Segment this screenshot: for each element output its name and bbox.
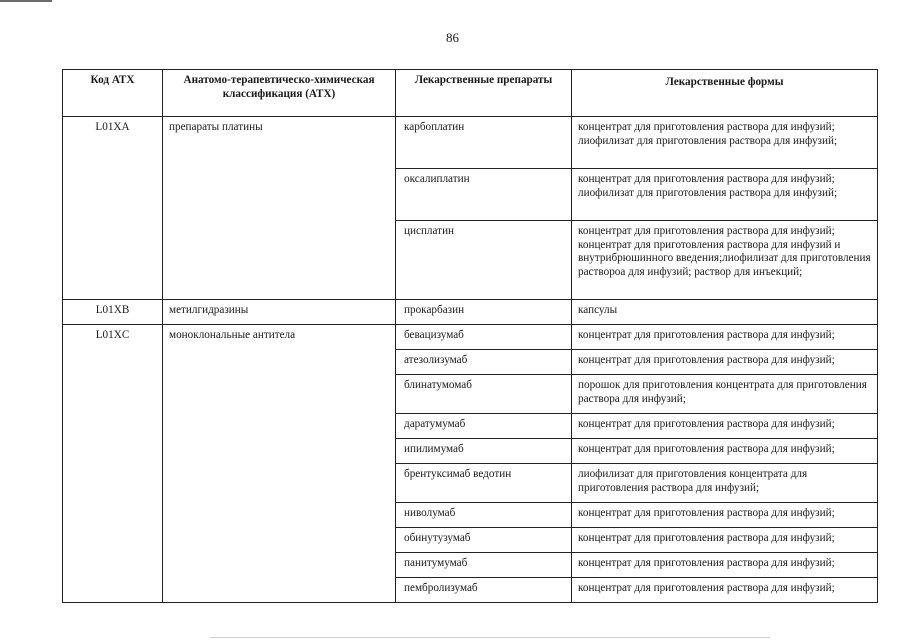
- drug-name: даратумумаб: [396, 414, 572, 439]
- atx-classification: моноклональные антитела: [163, 325, 396, 603]
- table-row: [63, 325, 878, 350]
- atx-table: [62, 69, 878, 603]
- drug-name: цисплатин: [396, 221, 572, 300]
- dosage-form: концентрат для приготовления раствора для инфузий;: [572, 350, 878, 375]
- atx-code: L01XB: [63, 300, 163, 325]
- drug-name: атезолизумаб: [396, 350, 572, 375]
- header-forms: Лекарственные формы: [572, 70, 878, 117]
- atx-classification: препараты платины: [163, 117, 396, 300]
- drug-name: пембролизумаб: [396, 578, 572, 603]
- dosage-form: концентрат для приготовления раствора для инфузий; концентрат для приготовления раствора для инфузий и внутрибрюшинного введения;лиофилизат для приготовления раствороа для инфузий; раствор для инъекций;: [572, 221, 878, 300]
- atx-classification: метилгидразины: [163, 300, 396, 325]
- table-header-row: [63, 70, 878, 117]
- drug-name: прокарбазин: [396, 300, 572, 325]
- drug-name: ипилимумаб: [396, 439, 572, 464]
- header-drugs: Лекарственные препараты: [396, 70, 572, 117]
- table-row: [63, 300, 878, 325]
- drug-name: ниволумаб: [396, 503, 572, 528]
- drug-name: блинатумомаб: [396, 375, 572, 414]
- table-row: [63, 117, 878, 169]
- header-classification: Анатомо-терапевтическо-химическая классификация (АТХ): [163, 70, 396, 117]
- header-code: Код АТХ: [63, 70, 163, 117]
- dosage-form: порошок для приготовления концентрата для приготовления раствора для инфузий;: [572, 375, 878, 414]
- dosage-form: концентрат для приготовления раствора для инфузий;: [572, 503, 878, 528]
- atx-code: L01XC: [63, 325, 163, 603]
- drug-name: бевацизумаб: [396, 325, 572, 350]
- drug-name: брентуксимаб ведотин: [396, 464, 572, 503]
- page-number: 86: [446, 30, 459, 45]
- dosage-form: концентрат для приготовления раствора для инфузий;: [572, 578, 878, 603]
- dosage-form: концентрат для приготовления раствора для инфузий;: [572, 414, 878, 439]
- drug-name: обинутузумаб: [396, 528, 572, 553]
- dosage-form: капсулы: [572, 300, 878, 325]
- dosage-form: концентрат для приготовления раствора для инфузий;: [572, 439, 878, 464]
- dosage-form: концентрат для приготовления раствора для инфузий;: [572, 528, 878, 553]
- dosage-form: лиофилизат для приготовления концентрата для приготовления раствора для инфузий;: [572, 464, 878, 503]
- dosage-form: концентрат для приготовления раствора для инфузий;: [572, 325, 878, 350]
- drug-name: панитумумаб: [396, 553, 572, 578]
- drug-name: оксалиплатин: [396, 169, 572, 221]
- scan-edge-mark: [0, 0, 52, 2]
- atx-code: L01XA: [63, 117, 163, 300]
- dosage-form: концентрат для приготовления раствора для инфузий;: [572, 553, 878, 578]
- dosage-form: концентрат для приготовления раствора для инфузий; лиофилизат для приготовления раствора для инфузий;: [572, 117, 878, 169]
- dosage-form: концентрат для приготовления раствора для инфузий; лиофилизат для приготовления раствора для инфузий;: [572, 169, 878, 221]
- drug-name: карбоплатин: [396, 117, 572, 169]
- scan-edge-line: [210, 637, 770, 638]
